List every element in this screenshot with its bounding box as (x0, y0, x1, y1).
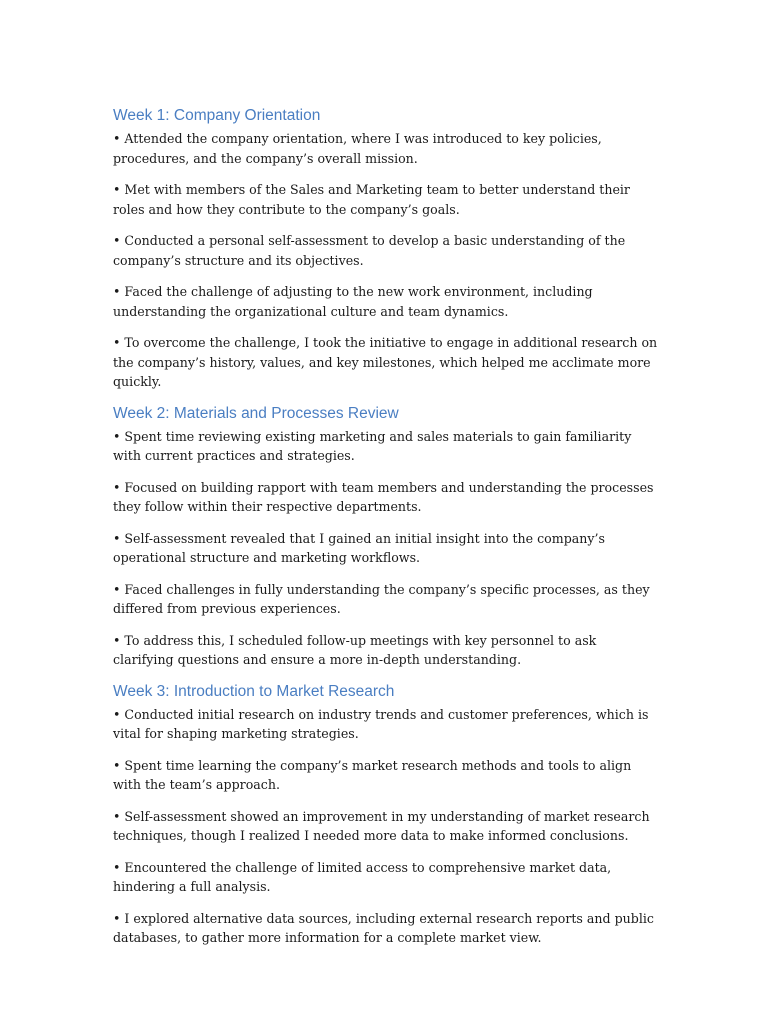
bullet-item: • Encountered the challenge of limited access to comprehensive market data, hindering a full analysis. (113, 859, 612, 894)
section-week-1 (113, 106, 658, 392)
bullet-item: • I explored alternative data sources, including external research reports and public databases, to gather more information for a complete market view. (113, 910, 654, 945)
bullet-item: • Conducted a personal self-assessment to develop a basic understanding of the company’s structure and its objectives. (113, 233, 626, 268)
bullet-item: • Self-assessment showed an improvement in my understanding of market research techniques, though I realized I needed more data to make informed conclusions. (113, 808, 650, 843)
section-week-2 (113, 404, 658, 670)
bullet-item: • To overcome the challenge, I took the initiative to engage in additional research on the company’s history, values, and key milestones, which helped me acclimate more quickly. (113, 335, 658, 389)
bullet-item: • Conducted initial research on industry trends and customer preferences, which is vital for shaping marketing strategies. (113, 706, 649, 741)
section-heading: Week 1: Company Orientation (113, 107, 321, 124)
bullet-item: • Spent time learning the company’s market research methods and tools to align with the team’s approach. (113, 757, 632, 792)
bullet-item: • Spent time reviewing existing marketing and sales materials to gain familiarity with current practices and strategies. (113, 428, 632, 463)
bullet-item: • Faced challenges in fully understanding the company’s specific processes, as they differed from previous experiences. (113, 581, 650, 616)
bullet-item: • Self-assessment revealed that I gained an initial insight into the company’s operational structure and marketing workflows. (113, 530, 605, 565)
document-body (113, 106, 658, 960)
bullet-item: • Focused on building rapport with team members and understanding the processes they follow within their respective departments. (113, 479, 654, 514)
section-week-3 (113, 682, 658, 948)
bullet-item: • Faced the challenge of adjusting to the new work environment, including understanding the organizational culture and team dynamics. (113, 284, 593, 319)
bullet-item: • Met with members of the Sales and Marketing team to better understand their roles and how they contribute to the company’s goals. (113, 182, 630, 217)
bullet-item: • To address this, I scheduled follow-up meetings with key personnel to ask clarifying questions and ensure a more in-depth understanding. (113, 632, 597, 667)
section-heading: Week 2: Materials and Processes Review (113, 404, 399, 422)
section-heading: Week 3: Introduction to Market Research (113, 682, 395, 700)
bullet-item: • Attended the company orientation, where I was introduced to key policies, procedures, and the company’s overall mission. (113, 131, 602, 166)
